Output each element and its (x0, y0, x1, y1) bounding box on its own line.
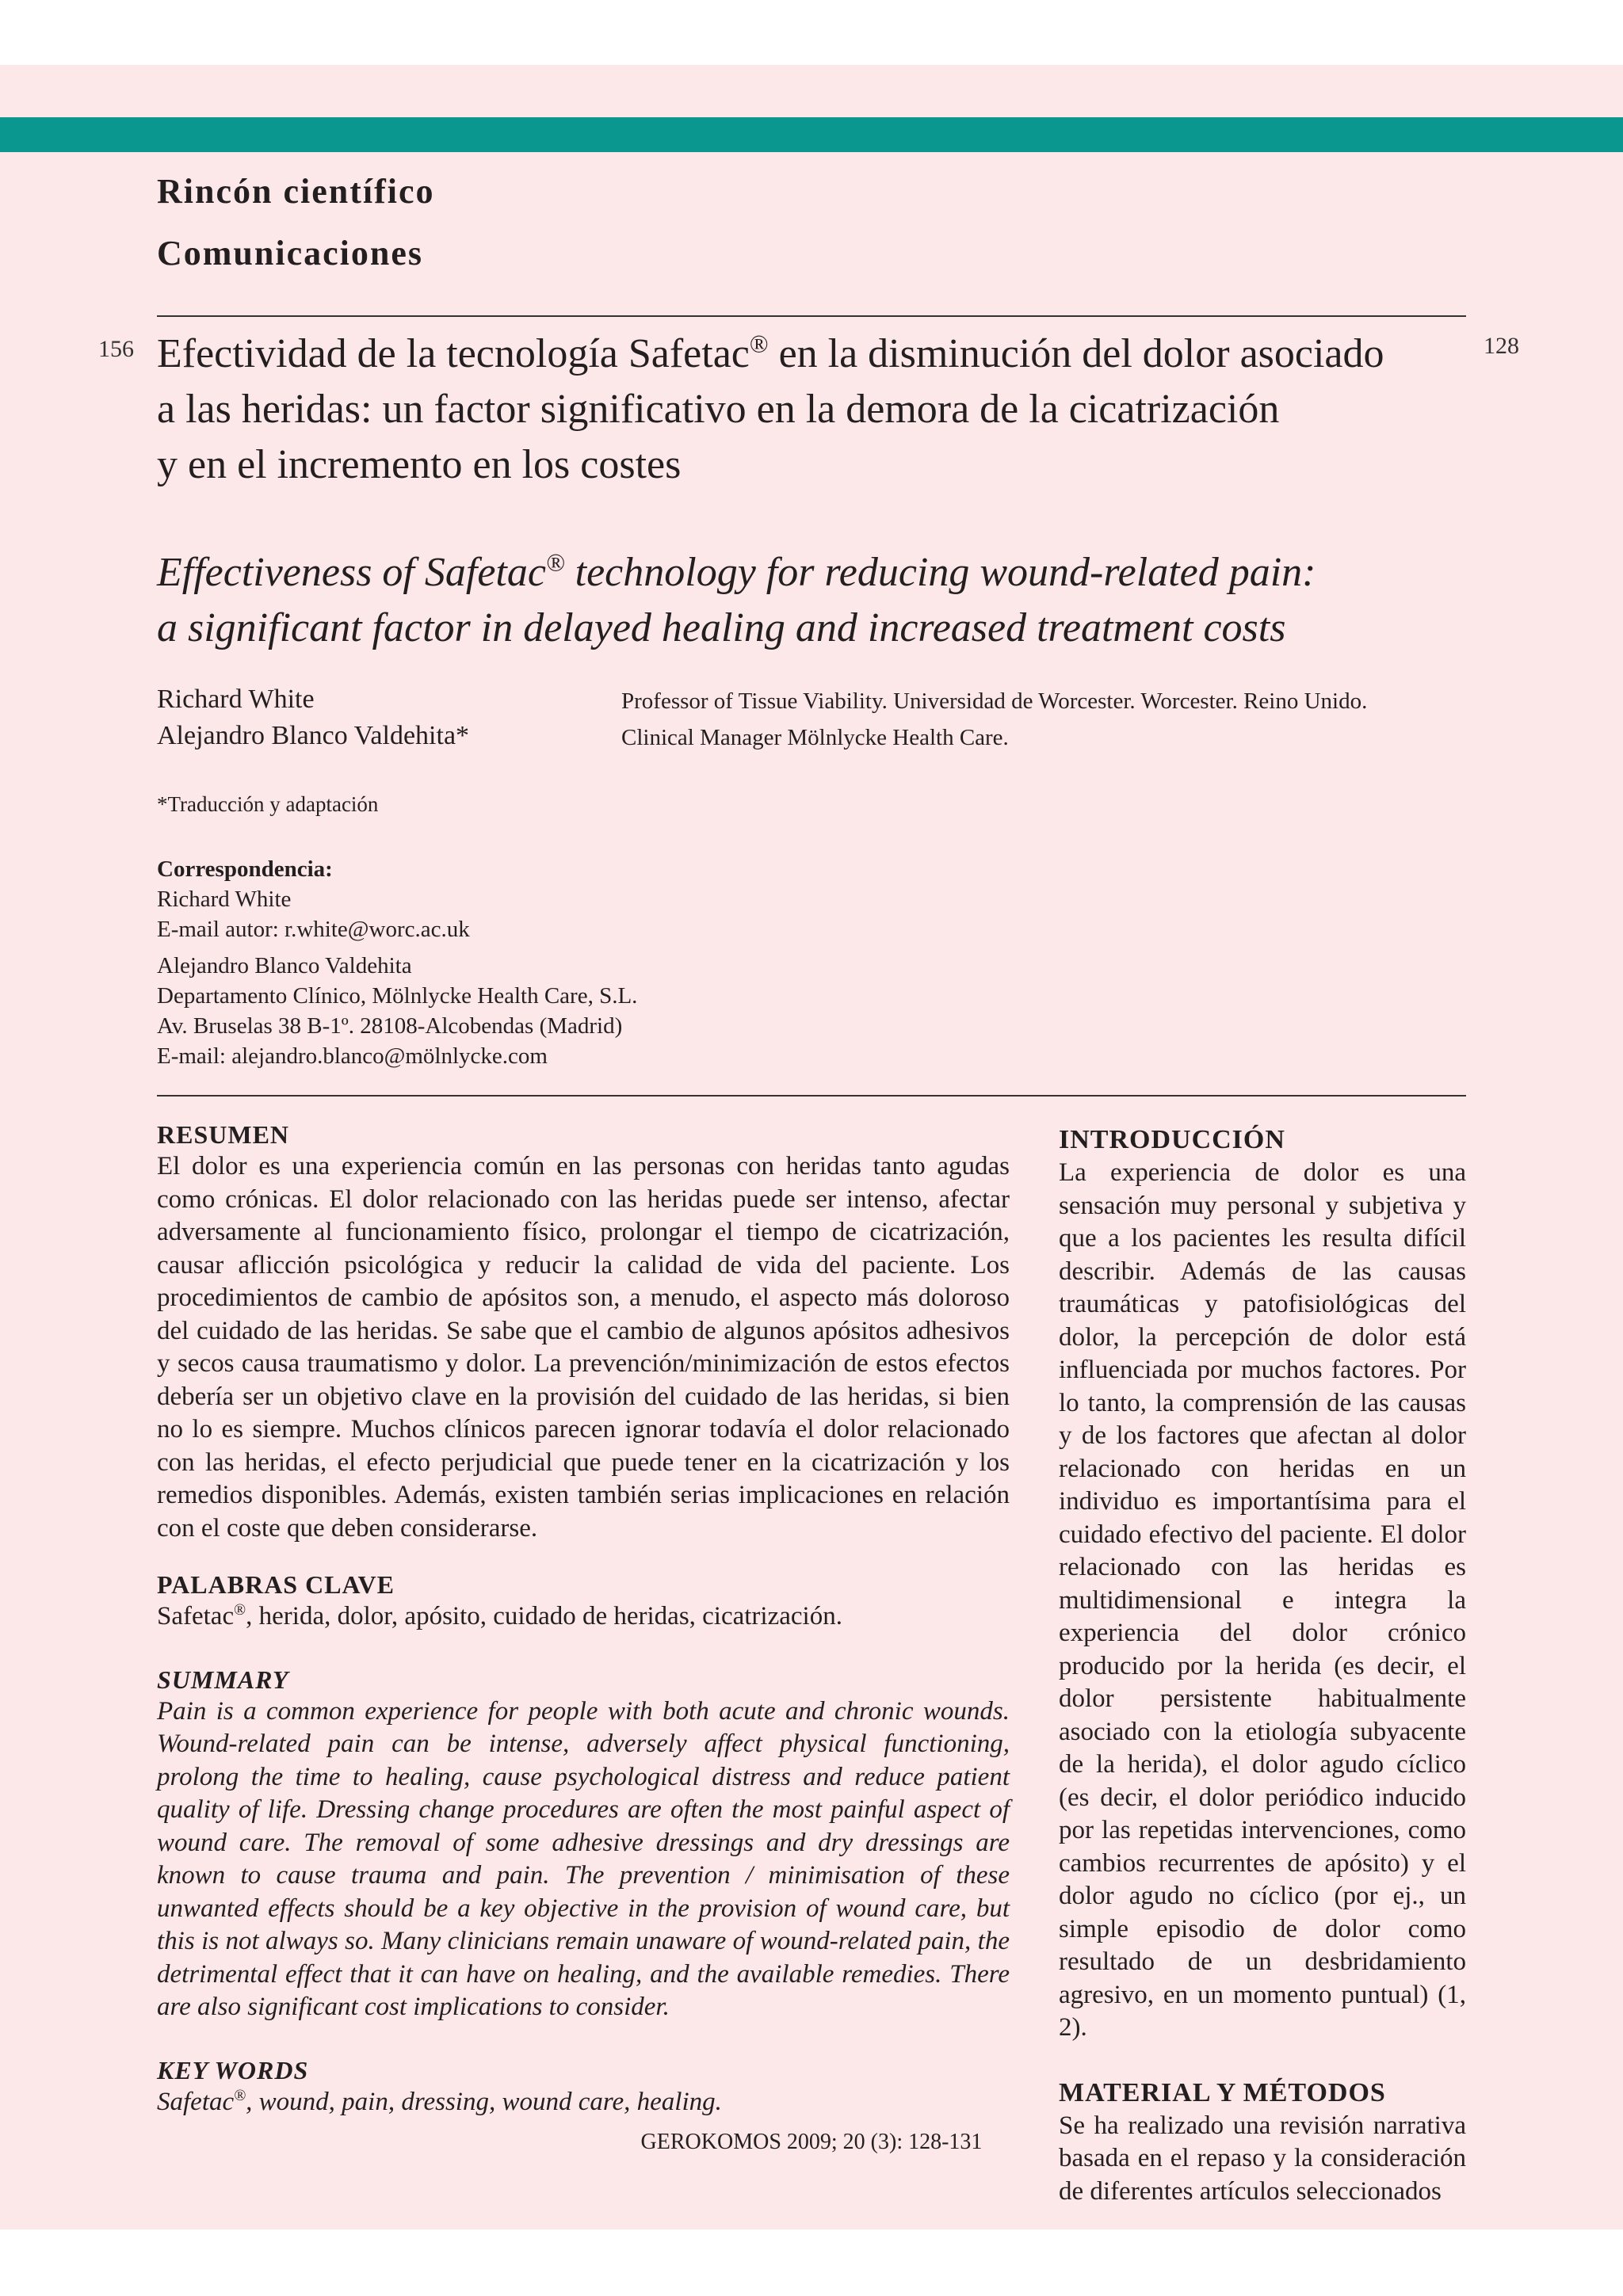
palabras-clave-text: Safetac®, herida, dolor, apósito, cuidado de heridas, cicatrización. (157, 1601, 842, 1630)
title-english-line-1: Effectiveness of Safetac® technology for reducing wound-related pain: (157, 548, 1316, 595)
title-spanish-line-3: y en el incremento en los costes (157, 442, 682, 487)
author-name: Richard White (157, 685, 315, 714)
author-affiliation: Clinical Manager Mölnlycke Health Care. (621, 725, 1009, 750)
correspondence-email: E-mail: alejandro.blanco@mölnlycke.com (157, 1043, 548, 1069)
section-title: Rincón científico (157, 172, 435, 211)
translation-note: *Traducción y adaptación (157, 792, 379, 816)
introduction-column (1059, 1123, 1466, 2208)
abstract-column (157, 1119, 1010, 2119)
journal-citation: GEROKOMOS 2009; 20 (3): 128-131 (640, 2130, 983, 2154)
correspondence-address: Av. Bruselas 38 B-1º. 28108-Alcobendas (Madrid) (157, 1013, 623, 1039)
palabras-clave-heading: PALABRAS CLAVE (157, 1570, 395, 1599)
header-divider (157, 315, 1466, 317)
header-band (0, 117, 1623, 152)
correspondence-name: Richard White (157, 887, 292, 912)
author-affiliation: Professor of Tissue Viability. Universidad de Worcester. Worcester. Reino Unido. (621, 688, 1368, 714)
title-spanish-line-1: Efectividad de la tecnología Safetac® en la disminución del dolor asociado (157, 330, 1384, 376)
title-spanish-line-2: a las heridas: un factor significativo en la demora de la cicatrización (157, 387, 1280, 432)
author-name: Alejandro Blanco Valdehita* (157, 721, 470, 750)
summary-text: Pain is a common experience for people with both acute and chronic wounds. Wound-related pain can be intense, adversely affect physical functioning, prolong the time to healing, cause psychological distress and reduce patient quality of life. Dressing change procedures are often the most painful aspect of wound care. The removal of some adhesive dressings and dry dressings are known to cause trauma and pain. The prevention / minimisation of these unwanted effects should be a key objective in the provision of wound care, but this is not always so. Many clinicians remain unaware of wound-related pain, the detrimental effect that it can have on healing, and the available remedies. There are also significant cost implications to consider. (157, 1696, 1010, 2021)
summary-heading: SUMMARY (157, 1665, 289, 1694)
key-words-text: Safetac®, wound, pain, dressing, wound care, healing. (157, 2086, 722, 2116)
page-number-right: 128 (1484, 333, 1519, 359)
material-metodos-heading: MATERIAL Y MÉTODOS (1059, 2077, 1386, 2107)
correspondence-name: Alejandro Blanco Valdehita (157, 953, 412, 978)
introduccion-text: La experiencia de dolor es una sensación muy personal y subjetiva y que a los pacientes les resulta difícil describir. Además de las causas traumáticas y patofisiológicas del dolor, la percepción de dolor está influenciada por muchos factores. Por lo tanto, la comprensión de las causas y de los factores que afectan al dolor relacionado con heridas en un individuo es importantísima para el cuidado efectivo del paciente. El dolor relacionado con las heridas es multidimensional e integra la experiencia del dolor crónico producido por la herida (es decir, el dolor persistente habitualmente asociado con la etiología subyacente de la herida), el dolor agudo cíclico (es decir, el dolor periódico inducido por las repetidas intervenciones, como cambios recurrentes de apósito) y el dolor agudo no cíclico (por ej., un simple episodio de dolor como resultado de un desbridamiento agresivo, en un momento puntual) (1, 2). (1059, 1158, 1466, 2042)
page-number-left: 156 (98, 336, 134, 362)
correspondence-block (157, 854, 637, 1071)
abstract-divider (157, 1095, 1466, 1097)
resumen-heading: RESUMEN (157, 1120, 290, 1149)
section-subtitle: Comunicaciones (157, 234, 423, 273)
material-metodos-text: Se ha realizado una revisión narrativa basada en el repaso y la consideración de diferentes artículos seleccionados (1059, 2111, 1466, 2206)
correspondence-email: E-mail autor: r.white@worc.ac.uk (157, 917, 470, 942)
resumen-text: El dolor es una experiencia común en las personas con heridas tanto agudas como crónicas. El dolor relacionado con las heridas puede ser intenso, afectar adversamente al funcionamiento físico, prolongar el tiempo de cicatrización, causar aflicción psicológica y reducir la calidad de vida del paciente. Los procedimientos de cambio de apósitos son, a menudo, el aspecto más doloroso del cuidado de las heridas. Se sabe que el cambio de algunos apósitos adhesivos y secos causa traumatismo y dolor. La prevención/minimización de estos efectos debería ser un objetivo clave en la provisión del cuidado de las heridas, si bien no lo es siempre. Muchos clínicos parecen ignorar todavía el dolor relacionado con las heridas, el efecto perjudicial que puede tener en la cicatrización y los remedios disponibles. Además, existen también serias implicaciones en relación con el coste que deben considerarse. (157, 1152, 1010, 1543)
key-words-heading: KEY WORDS (157, 2055, 309, 2084)
correspondence-heading: Correspondencia: (157, 856, 333, 882)
introduccion-heading: INTRODUCCIÓN (1059, 1125, 1285, 1154)
title-english-line-2: a significant factor in delayed healing and increased treatment costs (157, 605, 1286, 650)
article-title-spanish (157, 326, 1488, 493)
article-title-english (157, 545, 1488, 656)
correspondence-department: Departamento Clínico, Mölnlycke Health Care, S.L. (157, 983, 638, 1009)
